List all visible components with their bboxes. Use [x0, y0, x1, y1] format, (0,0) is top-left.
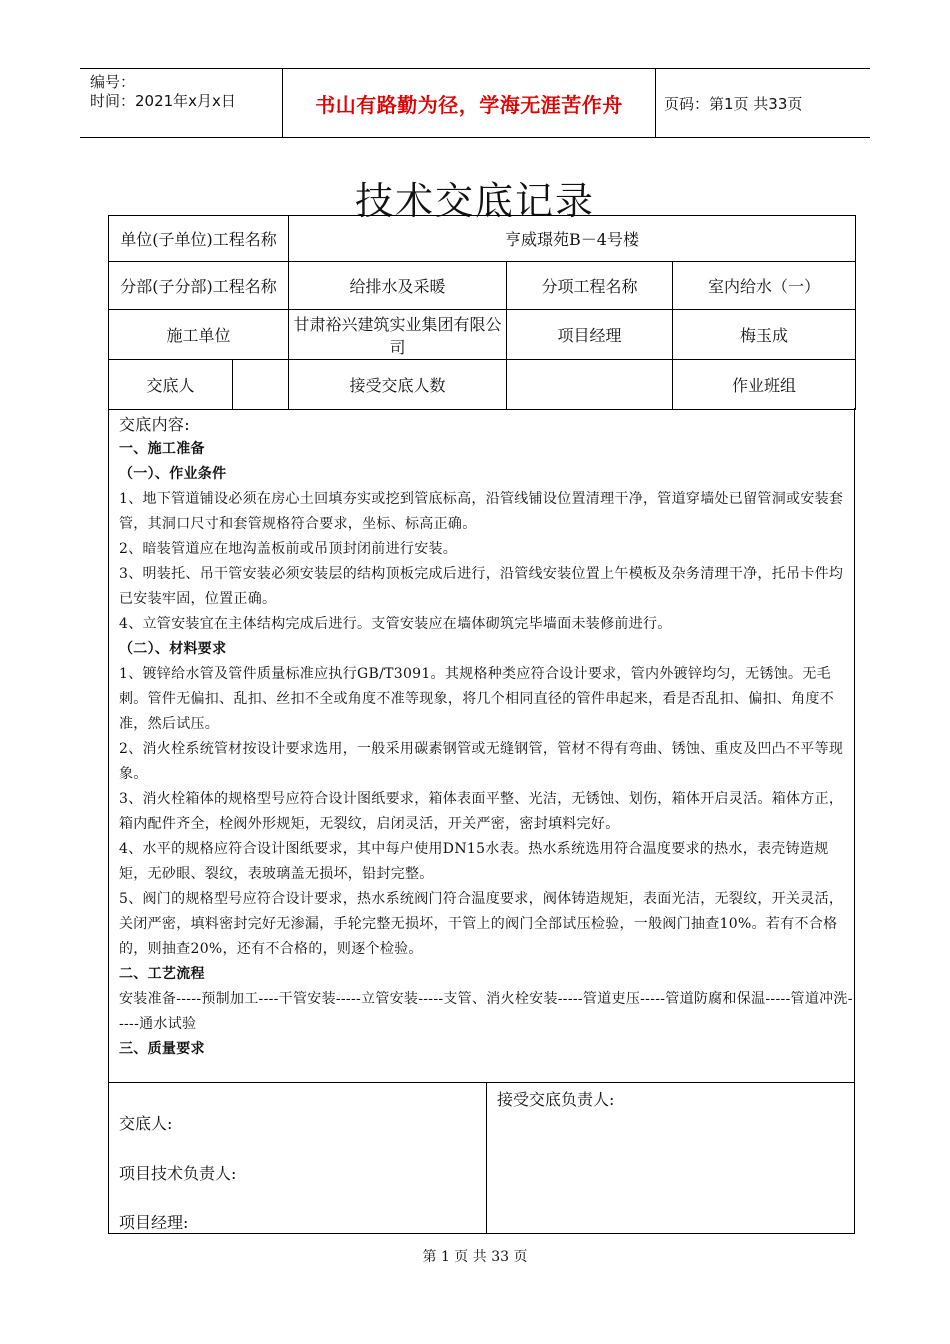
unit-name-value: 亨威璟苑B－4号楼 [289, 216, 856, 262]
info-table [108, 215, 856, 410]
content-heading: 交底内容: [119, 415, 190, 434]
disclosure-content [108, 408, 855, 1083]
signature-left [109, 1083, 487, 1233]
discloser-sign-label: 交底人: [119, 1114, 173, 1133]
number-label: 编号： [90, 73, 136, 91]
subitem-value: 室内给水（一） [673, 262, 856, 310]
content-paragraph: 3、明装托、吊干管安装必须安装层的结构顶板完成后进行，沿管线安装位置上午模板及杂务清理干净，托吊卡件均已安装牢固，位置正确。 [119, 566, 844, 607]
page-header [80, 68, 870, 138]
discloser-value [233, 360, 289, 410]
subitem-label: 分项工程名称 [507, 262, 673, 310]
motto: 书山有路勤为径，学海无涯苦作舟 [282, 69, 656, 137]
tech-lead-sign-label: 项目技术负责人: [119, 1164, 237, 1183]
page-footer: 第 1 页 共 33 页 [422, 1249, 528, 1265]
content-paragraph: 2、消火栓系统管材按设计要求选用，一般采用碳素钢管或无缝钢管，管材不得有弯曲、锈蚀、重皮及凹凸不平等现象。 [119, 741, 844, 782]
content-paragraph: 2、暗装管道应在地沟盖板前或吊顶封闭前进行安装。 [119, 541, 458, 557]
division-value: 给排水及采暖 [289, 262, 507, 310]
header-meta [80, 69, 282, 137]
process-flow: 安装准备-----预制加工----干管安装-----立管安装-----支管、消火栓安装-----管道吏压-----管道防腐和保温-----管道冲洗-----通水试验 [119, 991, 853, 1032]
division-label: 分部(子分部)工程名称 [109, 262, 289, 310]
contractor-label: 施工单位 [109, 310, 289, 360]
recipient-count-label: 接受交底人数 [289, 360, 507, 410]
content-paragraph: 4、水平的规格应符合设计图纸要求，其中每户使用DN15水表。热水系统选用符合温度要求的热水，表壳铸造规矩，无砂眼、裂纹，表玻璃盖无损坏，铅封完整。 [119, 841, 829, 882]
signature-block [108, 1082, 855, 1234]
content-paragraph: 5、阀门的规格型号应符合设计要求，热水系统阀门符合温度要求，阀体铸造规矩，表面光洁，无裂纹，开关灵活，关闭严密，填料密封完好无渗漏，手轮完整无损坏，干管上的阀门全部试压检验，一般阀门抽查10%。若有不合格的，则抽查20%，还有不合格的，则逐个检验。 [119, 891, 844, 957]
unit-name-label: 单位(子单位)工程名称 [109, 216, 289, 262]
section-heading: 三、质量要求 [119, 1041, 205, 1057]
pm-value: 梅玉成 [673, 310, 856, 360]
pm-sign-label: 项目经理: [119, 1213, 189, 1232]
content-paragraph: 1、镀锌给水管及管件质量标准应执行GB/T3091。其规格种类应符合设计要求，管内外镀锌均匀，无锈蚀。无毛刺。管件无偏扣、乱扣、丝扣不全或角度不准等现象，将几个相同直径的管件串起来，看是否乱扣、偏扣、角度不准，然后试压。 [119, 666, 834, 732]
pm-label: 项目经理 [507, 310, 673, 360]
date-label: 时间：2021年x月x日 [90, 92, 236, 110]
page-title: 技术交底记录 [354, 179, 595, 223]
recipient-sign-label: 接受交底负责人: [497, 1090, 615, 1109]
content-paragraph: 3、消火栓箱体的规格型号应符合设计图纸要求，箱体表面平整、光洁，无锈蚀、划伤，箱体开启灵活。箱体方正，箱内配件齐全，栓阀外形规矩，无裂纹，启闭灵活，开关严密，密封填料完好。 [119, 791, 844, 832]
section-heading: 二、工艺流程 [119, 966, 205, 982]
content-paragraph: 4、立管安装宜在主体结构完成后进行。支管安装应在墙体砌筑完毕墙面未装修前进行。 [119, 616, 672, 632]
contractor-value: 甘肃裕兴建筑实业集团有限公司 [289, 310, 507, 360]
content-paragraph: 1、地下管道铺设必须在房心土回填夯实或挖到管底标高，沿管线铺设位置清理干净，管道穿墙处已留管洞或安装套管，其洞口尺寸和套管规格符合要求，坐标、标高正确。 [119, 491, 844, 532]
page-info: 页码：第1页 共33页 [664, 94, 803, 113]
discloser-label: 交底人 [109, 360, 233, 410]
team-label: 作业班组 [673, 360, 856, 410]
subsection-heading: （一）、作业条件 [119, 466, 227, 482]
recipient-count-value [507, 360, 673, 410]
subsection-heading: （二）、材料要求 [119, 641, 227, 657]
section-heading: 一、施工准备 [119, 441, 205, 457]
